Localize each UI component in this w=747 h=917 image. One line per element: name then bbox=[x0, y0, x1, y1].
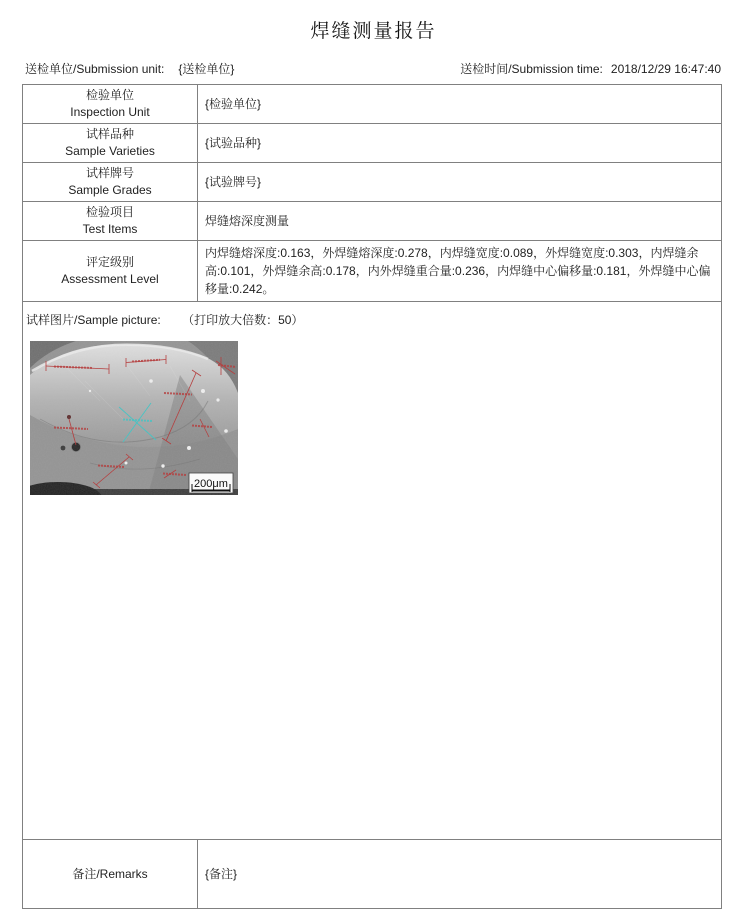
table-row-test-items bbox=[23, 202, 722, 241]
submission-time-group bbox=[460, 60, 721, 77]
report-header-line bbox=[25, 60, 721, 77]
test-items-label-en: Test Items bbox=[82, 222, 138, 236]
test-items-value: 焊缝熔深度测量 bbox=[198, 202, 722, 241]
sample-picture-cell bbox=[23, 302, 722, 840]
sample-grades-label bbox=[23, 163, 198, 202]
sample-grades-label-cn: 试样牌号 bbox=[85, 166, 134, 180]
table-row-inspection-unit bbox=[23, 85, 722, 124]
table-row-assessment-level bbox=[23, 241, 722, 302]
table-row-sample-picture bbox=[23, 302, 722, 840]
sample-varieties-label-en: Sample Varieties bbox=[65, 144, 155, 158]
page-title: 焊缝测量报告 bbox=[310, 21, 437, 42]
submission-time-value: 2018/12/29 16:47:40 bbox=[610, 62, 721, 76]
assessment-level-label-cn: 评定级别 bbox=[85, 255, 134, 269]
scale-bar-label: 200μm bbox=[194, 478, 228, 490]
test-items-label-cn: 检验项目 bbox=[85, 205, 134, 219]
sample-picture-label-row bbox=[26, 311, 717, 328]
scale-bar bbox=[189, 473, 233, 493]
submission-time-label: 送检时间/Submission time: bbox=[460, 62, 603, 76]
sample-grades-value: {试验牌号} bbox=[198, 163, 722, 202]
inspection-unit-label-en: Inspection Unit bbox=[70, 105, 150, 119]
weld-micrograph-image bbox=[30, 341, 238, 495]
table-row-sample-grades bbox=[23, 163, 722, 202]
sample-picture-label: 试样图片/Sample picture: bbox=[26, 313, 161, 327]
submission-unit-group bbox=[25, 60, 234, 77]
table-row-sample-varieties bbox=[23, 124, 722, 163]
inspection-unit-value: {检验单位} bbox=[198, 85, 722, 124]
remarks-label: 备注/Remarks bbox=[23, 840, 198, 909]
inspection-unit-label-cn: 检验单位 bbox=[85, 88, 134, 102]
report-table bbox=[22, 84, 722, 909]
micrograph-grain bbox=[30, 341, 238, 495]
magnification-note: （打印放大倍数：50） bbox=[182, 313, 304, 327]
sample-varieties-value: {试验品种} bbox=[198, 124, 722, 163]
submission-unit-label: 送检单位/Submission unit: bbox=[25, 62, 165, 76]
assessment-level-label-en: Assessment Level bbox=[61, 272, 159, 286]
submission-unit-value: {送检单位} bbox=[178, 62, 235, 76]
table-row-remarks bbox=[23, 840, 722, 909]
test-items-label bbox=[23, 202, 198, 241]
weld-micrograph-svg bbox=[30, 341, 238, 495]
sample-grades-label-en: Sample Grades bbox=[68, 183, 152, 197]
sample-varieties-label bbox=[23, 124, 198, 163]
inspection-unit-label bbox=[23, 85, 198, 124]
remarks-value: {备注} bbox=[198, 840, 722, 909]
assessment-level-label bbox=[23, 241, 198, 302]
sample-varieties-label-cn: 试样品种 bbox=[85, 127, 134, 141]
assessment-level-value: 内焊缝熔深度:0.163，外焊缝熔深度:0.278，内焊缝宽度:0.089，外焊缝宽度:0.303，内焊缝余高:0.101，外焊缝余高:0.178，内外焊缝重合量:0.236，内焊缝中心偏移量:0.181，外焊缝中心偏移量:0.242。 bbox=[198, 241, 722, 302]
